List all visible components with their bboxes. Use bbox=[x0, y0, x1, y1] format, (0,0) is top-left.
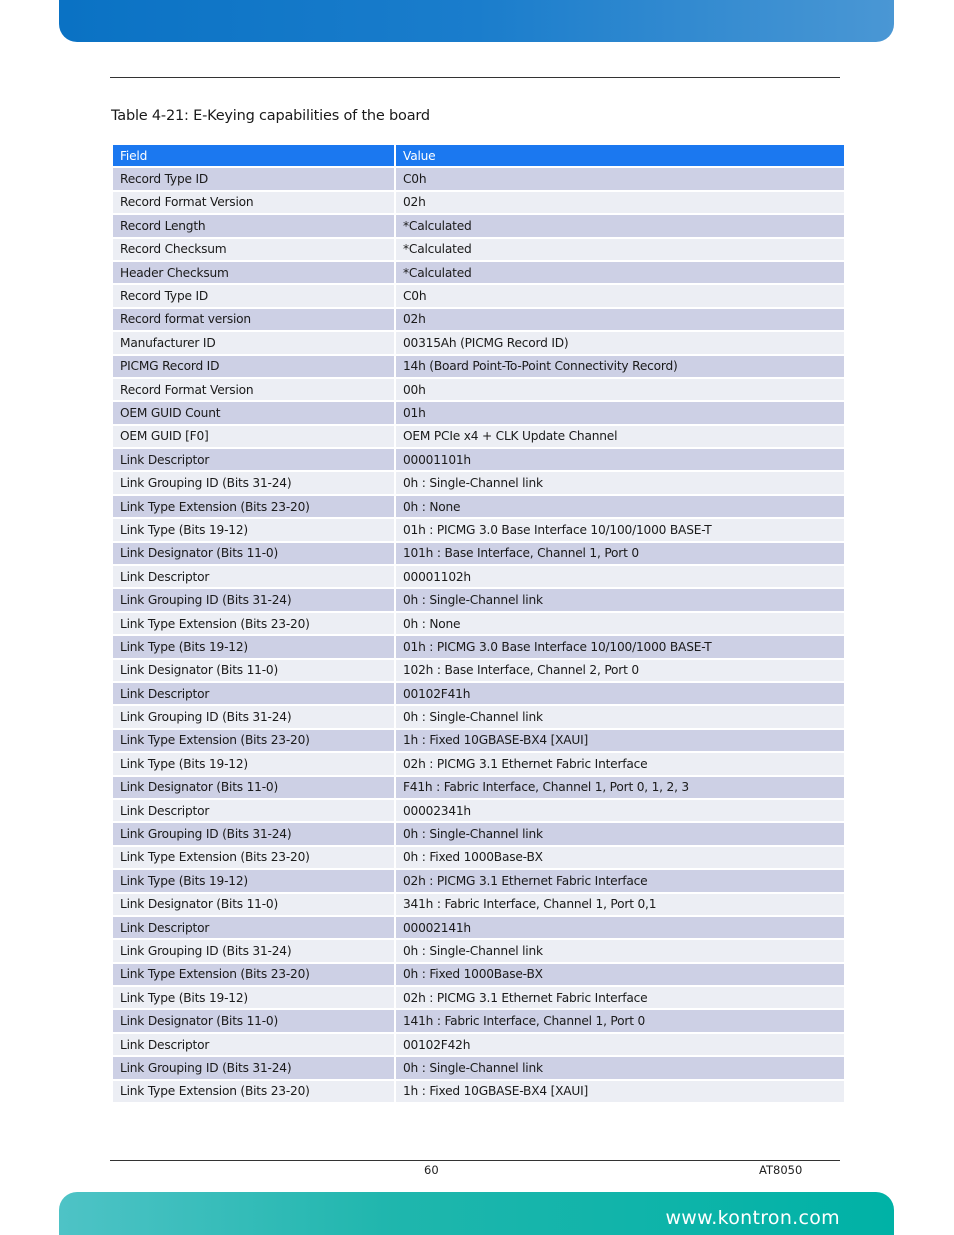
field-cell: Link Grouping ID (Bits 31-24) bbox=[113, 823, 394, 846]
field-cell: Link Grouping ID (Bits 31-24) bbox=[113, 940, 394, 963]
field-cell: Link Grouping ID (Bits 31-24) bbox=[113, 1057, 394, 1080]
field-cell: Record Type ID bbox=[113, 168, 394, 191]
field-cell: Link Designator (Bits 11-0) bbox=[113, 777, 394, 800]
value-cell: 02h : PICMG 3.1 Ethernet Fabric Interface bbox=[394, 753, 844, 776]
value-cell: 101h : Base Interface, Channel 1, Port 0 bbox=[394, 543, 844, 566]
field-cell: Link Type Extension (Bits 23-20) bbox=[113, 847, 394, 870]
header-rule bbox=[110, 77, 840, 78]
value-cell: 14h (Board Point-To-Point Connectivity Record) bbox=[394, 356, 844, 379]
table-row bbox=[113, 309, 844, 332]
field-cell: Manufacturer ID bbox=[113, 332, 394, 355]
table-body bbox=[113, 168, 844, 1104]
table-row bbox=[113, 917, 844, 940]
value-cell: 01h bbox=[394, 402, 844, 425]
value-cell: 0h : Single-Channel link bbox=[394, 472, 844, 495]
table-row bbox=[113, 777, 844, 800]
table-row bbox=[113, 706, 844, 729]
value-cell: 1h : Fixed 10GBASE-BX4 [XAUI] bbox=[394, 1081, 844, 1104]
table-row bbox=[113, 356, 844, 379]
value-cell: 02h : PICMG 3.1 Ethernet Fabric Interface bbox=[394, 870, 844, 893]
website-link[interactable]: www.kontron.com bbox=[665, 1207, 840, 1229]
value-cell: *Calculated bbox=[394, 262, 844, 285]
table-row bbox=[113, 168, 844, 191]
table-row bbox=[113, 566, 844, 589]
field-cell: Link Type (Bits 19-12) bbox=[113, 753, 394, 776]
value-cell: 00001102h bbox=[394, 566, 844, 589]
value-cell: 341h : Fabric Interface, Channel 1, Port 0,1 bbox=[394, 894, 844, 917]
table-row bbox=[113, 894, 844, 917]
top-banner bbox=[59, 0, 894, 42]
field-cell: Link Descriptor bbox=[113, 917, 394, 940]
value-cell: *Calculated bbox=[394, 215, 844, 238]
document-name: AT8050 bbox=[759, 1163, 803, 1177]
field-cell: Record Format Version bbox=[113, 379, 394, 402]
value-cell: 00102F41h bbox=[394, 683, 844, 706]
field-cell: Link Designator (Bits 11-0) bbox=[113, 660, 394, 683]
field-cell: Link Type Extension (Bits 23-20) bbox=[113, 730, 394, 753]
table-row bbox=[113, 262, 844, 285]
value-cell: 02h bbox=[394, 309, 844, 332]
table-row bbox=[113, 589, 844, 612]
field-cell: Link Descriptor bbox=[113, 1034, 394, 1057]
table-row bbox=[113, 496, 844, 519]
page-number: 60 bbox=[424, 1163, 439, 1177]
field-cell: Link Grouping ID (Bits 31-24) bbox=[113, 706, 394, 729]
value-cell: 02h : PICMG 3.1 Ethernet Fabric Interface bbox=[394, 987, 844, 1010]
table-row bbox=[113, 239, 844, 262]
table-row bbox=[113, 823, 844, 846]
table-row bbox=[113, 215, 844, 238]
table-row bbox=[113, 800, 844, 823]
table-row bbox=[113, 847, 844, 870]
field-cell: Link Designator (Bits 11-0) bbox=[113, 543, 394, 566]
table-row bbox=[113, 472, 844, 495]
column-header-value: Value bbox=[394, 145, 844, 168]
value-cell: C0h bbox=[394, 285, 844, 308]
value-cell: 00315Ah (PICMG Record ID) bbox=[394, 332, 844, 355]
value-cell: 0h : None bbox=[394, 496, 844, 519]
table-row bbox=[113, 730, 844, 753]
field-cell: Link Type Extension (Bits 23-20) bbox=[113, 613, 394, 636]
field-cell: Link Type Extension (Bits 23-20) bbox=[113, 1081, 394, 1104]
field-cell: OEM GUID [F0] bbox=[113, 426, 394, 449]
value-cell: 00102F42h bbox=[394, 1034, 844, 1057]
value-cell: OEM PCIe x4 + CLK Update Channel bbox=[394, 426, 844, 449]
field-cell: Record Checksum bbox=[113, 239, 394, 262]
table-row bbox=[113, 636, 844, 659]
value-cell: 0h : Single-Channel link bbox=[394, 940, 844, 963]
field-cell: Link Type (Bits 19-12) bbox=[113, 987, 394, 1010]
table-row bbox=[113, 285, 844, 308]
field-cell: Record Format Version bbox=[113, 192, 394, 215]
value-cell: 0h : Single-Channel link bbox=[394, 589, 844, 612]
field-cell: Record format version bbox=[113, 309, 394, 332]
ekeying-table bbox=[113, 145, 844, 1104]
table-caption: Table 4-21: E-Keying capabilities of the board bbox=[111, 108, 430, 124]
value-cell: F41h : Fabric Interface, Channel 1, Port 0, 1, 2, 3 bbox=[394, 777, 844, 800]
field-cell: Link Descriptor bbox=[113, 449, 394, 472]
field-cell: Link Type (Bits 19-12) bbox=[113, 870, 394, 893]
table-row bbox=[113, 402, 844, 425]
table-row bbox=[113, 683, 844, 706]
field-cell: Link Grouping ID (Bits 31-24) bbox=[113, 589, 394, 612]
value-cell: 0h : Single-Channel link bbox=[394, 823, 844, 846]
table-row bbox=[113, 1081, 844, 1104]
field-cell: PICMG Record ID bbox=[113, 356, 394, 379]
value-cell: 0h : Fixed 1000Base-BX bbox=[394, 964, 844, 987]
field-cell: Link Type (Bits 19-12) bbox=[113, 519, 394, 542]
table-row bbox=[113, 543, 844, 566]
table-row bbox=[113, 964, 844, 987]
value-cell: 0h : Fixed 1000Base-BX bbox=[394, 847, 844, 870]
field-cell: Link Descriptor bbox=[113, 683, 394, 706]
value-cell: 102h : Base Interface, Channel 2, Port 0 bbox=[394, 660, 844, 683]
value-cell: 00002141h bbox=[394, 917, 844, 940]
table-row bbox=[113, 519, 844, 542]
table-row bbox=[113, 449, 844, 472]
value-cell: 00h bbox=[394, 379, 844, 402]
footer-rule bbox=[110, 1160, 840, 1161]
value-cell: 0h : None bbox=[394, 613, 844, 636]
field-cell: OEM GUID Count bbox=[113, 402, 394, 425]
field-cell: Link Descriptor bbox=[113, 566, 394, 589]
field-cell: Record Type ID bbox=[113, 285, 394, 308]
value-cell: 01h : PICMG 3.0 Base Interface 10/100/1000 BASE-T bbox=[394, 636, 844, 659]
table-row bbox=[113, 987, 844, 1010]
value-cell: 00001101h bbox=[394, 449, 844, 472]
value-cell: *Calculated bbox=[394, 239, 844, 262]
table-row bbox=[113, 660, 844, 683]
value-cell: 0h : Single-Channel link bbox=[394, 1057, 844, 1080]
table-row bbox=[113, 192, 844, 215]
table-row bbox=[113, 379, 844, 402]
value-cell: 1h : Fixed 10GBASE-BX4 [XAUI] bbox=[394, 730, 844, 753]
value-cell: 02h bbox=[394, 192, 844, 215]
column-header-field: Field bbox=[113, 145, 394, 168]
table-row bbox=[113, 1034, 844, 1057]
table-row bbox=[113, 332, 844, 355]
field-cell: Record Length bbox=[113, 215, 394, 238]
table-header-row bbox=[113, 145, 844, 168]
value-cell: 0h : Single-Channel link bbox=[394, 706, 844, 729]
bottom-banner bbox=[59, 1192, 894, 1235]
field-cell: Link Type Extension (Bits 23-20) bbox=[113, 496, 394, 519]
value-cell: 141h : Fabric Interface, Channel 1, Port 0 bbox=[394, 1010, 844, 1033]
table-row bbox=[113, 1010, 844, 1033]
table-row bbox=[113, 940, 844, 963]
table-row bbox=[113, 753, 844, 776]
field-cell: Link Type Extension (Bits 23-20) bbox=[113, 964, 394, 987]
field-cell: Link Descriptor bbox=[113, 800, 394, 823]
value-cell: 00002341h bbox=[394, 800, 844, 823]
field-cell: Link Designator (Bits 11-0) bbox=[113, 1010, 394, 1033]
table-row bbox=[113, 1057, 844, 1080]
table-row bbox=[113, 870, 844, 893]
field-cell: Link Grouping ID (Bits 31-24) bbox=[113, 472, 394, 495]
table-row bbox=[113, 613, 844, 636]
field-cell: Link Type (Bits 19-12) bbox=[113, 636, 394, 659]
value-cell: 01h : PICMG 3.0 Base Interface 10/100/1000 BASE-T bbox=[394, 519, 844, 542]
field-cell: Header Checksum bbox=[113, 262, 394, 285]
value-cell: C0h bbox=[394, 168, 844, 191]
field-cell: Link Designator (Bits 11-0) bbox=[113, 894, 394, 917]
table-row bbox=[113, 426, 844, 449]
